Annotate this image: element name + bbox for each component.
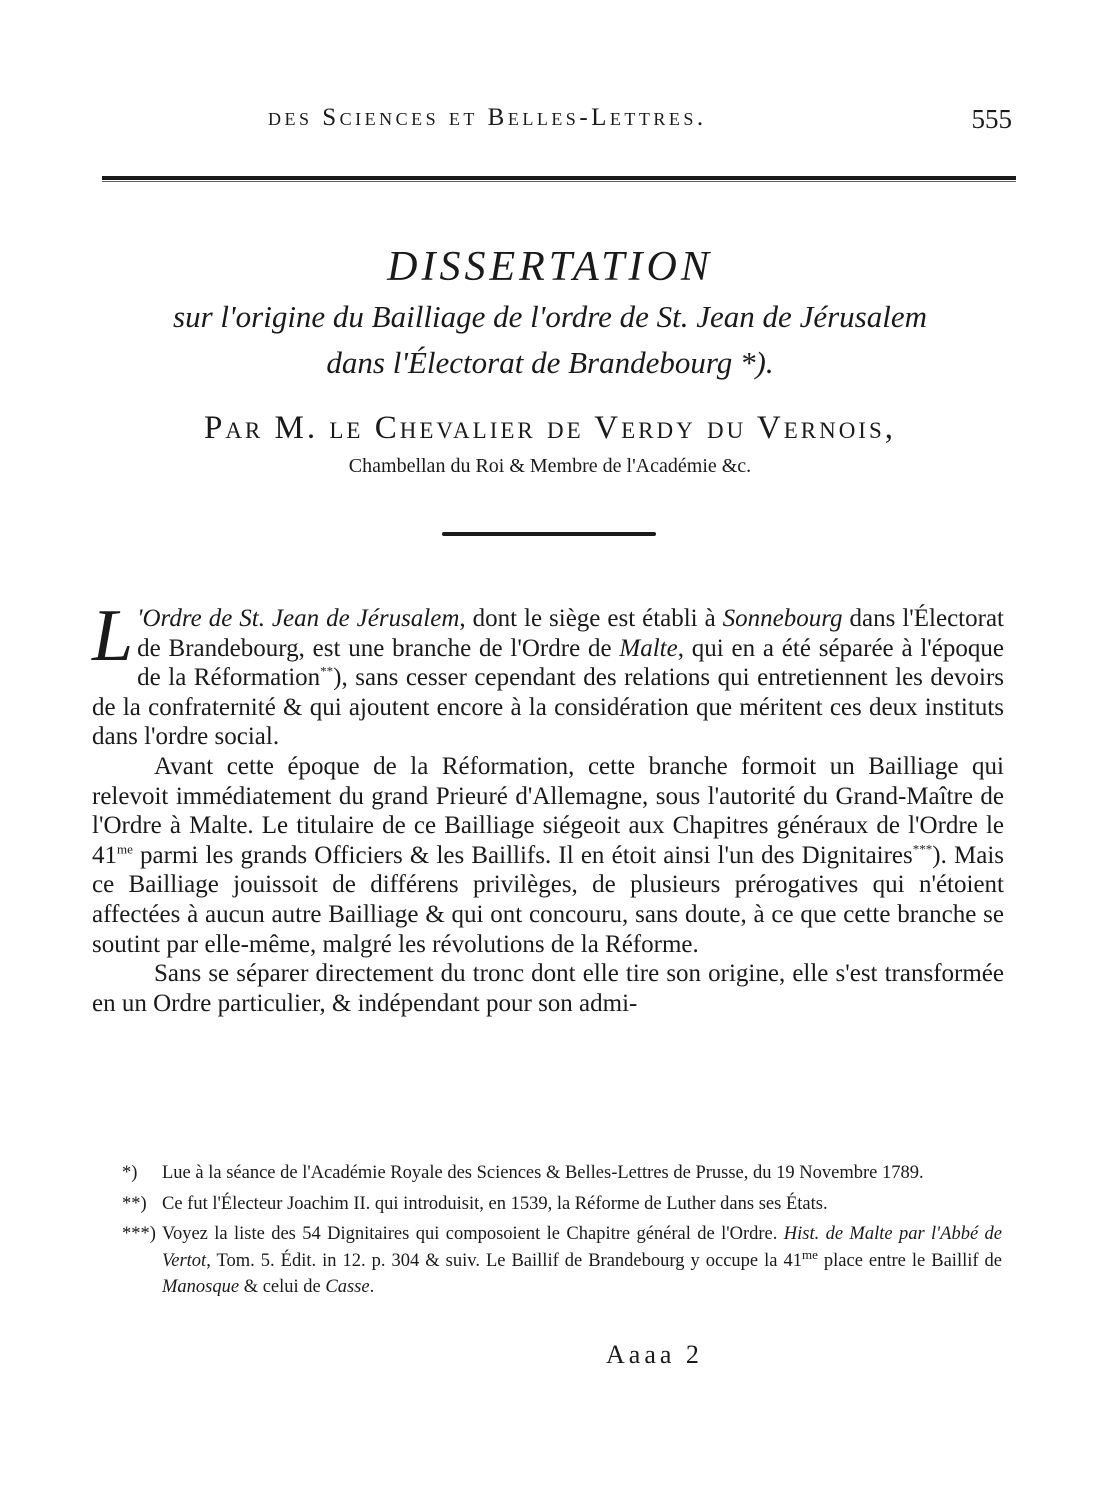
footnotes <box>122 1160 1002 1305</box>
body-text <box>92 595 1005 1018</box>
running-head <box>0 104 1100 138</box>
dissertation-title: DISSERTATION <box>387 244 713 290</box>
title-block <box>80 240 1020 480</box>
p2-text-a: Avant cette époque de la Réformation, cette branche formoit un Bailliage qui relevoit immédiatement du grand Prieuré d'Allemagne, sous l'autorité du Grand-Maître de l'Ordre à Malte. Le titulaire de ce Bailliage siégeoit aux Chapitres généraux de l'Ordre le 41 <box>92 752 1004 869</box>
p1-italic-order: 'Ordre de St. Jean de Jérusalem <box>137 605 460 632</box>
fn3-text-b: , Tom. 5. Édit. in 12. p. 304 & suiv. Le Baillif de Brandebourg y occupe la 41 <box>206 1250 802 1271</box>
fn3-text-d: & celui de <box>239 1277 326 1297</box>
p1-text-d: ), sans cesser cependant des relations qui entretiennent les devoirs de la confraternité & qui ajoutent encore à la considération que méritent ces deux instituts dans l'ordre social. <box>92 664 1004 751</box>
paragraph-2 <box>92 752 1004 959</box>
footnote-text: Lue à la séance de l'Académie Royale des Sciences & Belles-Lettres de Prusse, du 19 Novembre 1789. <box>162 1163 924 1183</box>
footnote-ref-2: ** <box>320 663 334 679</box>
p1-text-b: dans l'Électorat de Brandebourg, est une branche de l'Ordre de <box>137 605 1004 662</box>
fn3-text-a: Voyez la liste des 54 Dignitaires qui composoient le Chapitre général de l'Ordre. <box>162 1224 784 1244</box>
footnote-mark: ***) <box>122 1224 156 1244</box>
subtitle-line-2: dans l'Électorat de Brandebourg *). <box>326 345 774 380</box>
fn3-superscript: me <box>801 1246 818 1262</box>
footnote-text: Ce fut l'Électeur Joachim II. qui introduisit, en 1539, la Réforme de Luther dans ses États. <box>162 1193 828 1214</box>
footnote-mark: *) <box>122 1163 138 1183</box>
subtitle-line-1: sur l'origine du Bailliage de l'ordre de St. Jean de Jérusalem <box>173 299 927 334</box>
p1-italic-place: Sonnebourg <box>722 605 843 632</box>
footnote-1 <box>122 1160 1002 1187</box>
p2-superscript: me <box>117 841 133 857</box>
footnote-2 <box>122 1191 1002 1218</box>
footnote-mark: **) <box>122 1193 147 1214</box>
fn3-italic-manosque: Manosque <box>162 1277 240 1297</box>
drop-cap: L <box>92 595 134 677</box>
paragraph-1 <box>92 595 1004 752</box>
header-rule <box>102 176 1016 180</box>
footnote-ref-3: *** <box>912 841 933 857</box>
footnote-3 <box>122 1221 1002 1301</box>
author-affiliation: Chambellan du Roi & Membre de l'Académie &c. <box>348 455 752 477</box>
fn3-text-e: . <box>369 1277 375 1297</box>
p1-text-a: , dont le siège est établi à <box>459 605 723 632</box>
fn3-text-c: place entre le Baillif de <box>817 1250 1002 1271</box>
page-number: 555 <box>971 104 1012 134</box>
running-title: des Sciences et Belles-Lettres. <box>268 104 707 131</box>
fn3-italic-source: Hist. de Malte par l'Abbé de Vertot <box>162 1224 1002 1271</box>
p2-text-b: parmi les grands Officiers & les Baillifs. Il en étoit ainsi l'un des Dignitaires <box>132 841 913 869</box>
p1-italic-malte: Malte <box>619 634 678 662</box>
p1-text-c: , qui en a été séparée à l'époque de la Réformation <box>137 634 1004 692</box>
p2-text-c: ). Mais ce Bailliage jouissoit de différens privilèges, de plusieurs prérogatives qui n'étoient affectées à aucun autre Bailliage & qui ont concouru, sans doute, à ce que cette branche se soutint par elle-même, malgré les révolutions de la Réforme. <box>92 841 1005 958</box>
signature-mark: Aaaa 2 <box>606 1340 703 1369</box>
author-line: Par M. le Chevalier de Verdy du Vernois, <box>203 410 897 446</box>
ornamental-rule <box>442 532 656 536</box>
paragraph-3: Sans se séparer directement du tronc dont elle tire son origine, elle s'est transformée en un Ordre particulier, & indépendant pour son admi- <box>92 960 1004 1017</box>
fn3-italic-casse: Casse <box>325 1277 370 1297</box>
